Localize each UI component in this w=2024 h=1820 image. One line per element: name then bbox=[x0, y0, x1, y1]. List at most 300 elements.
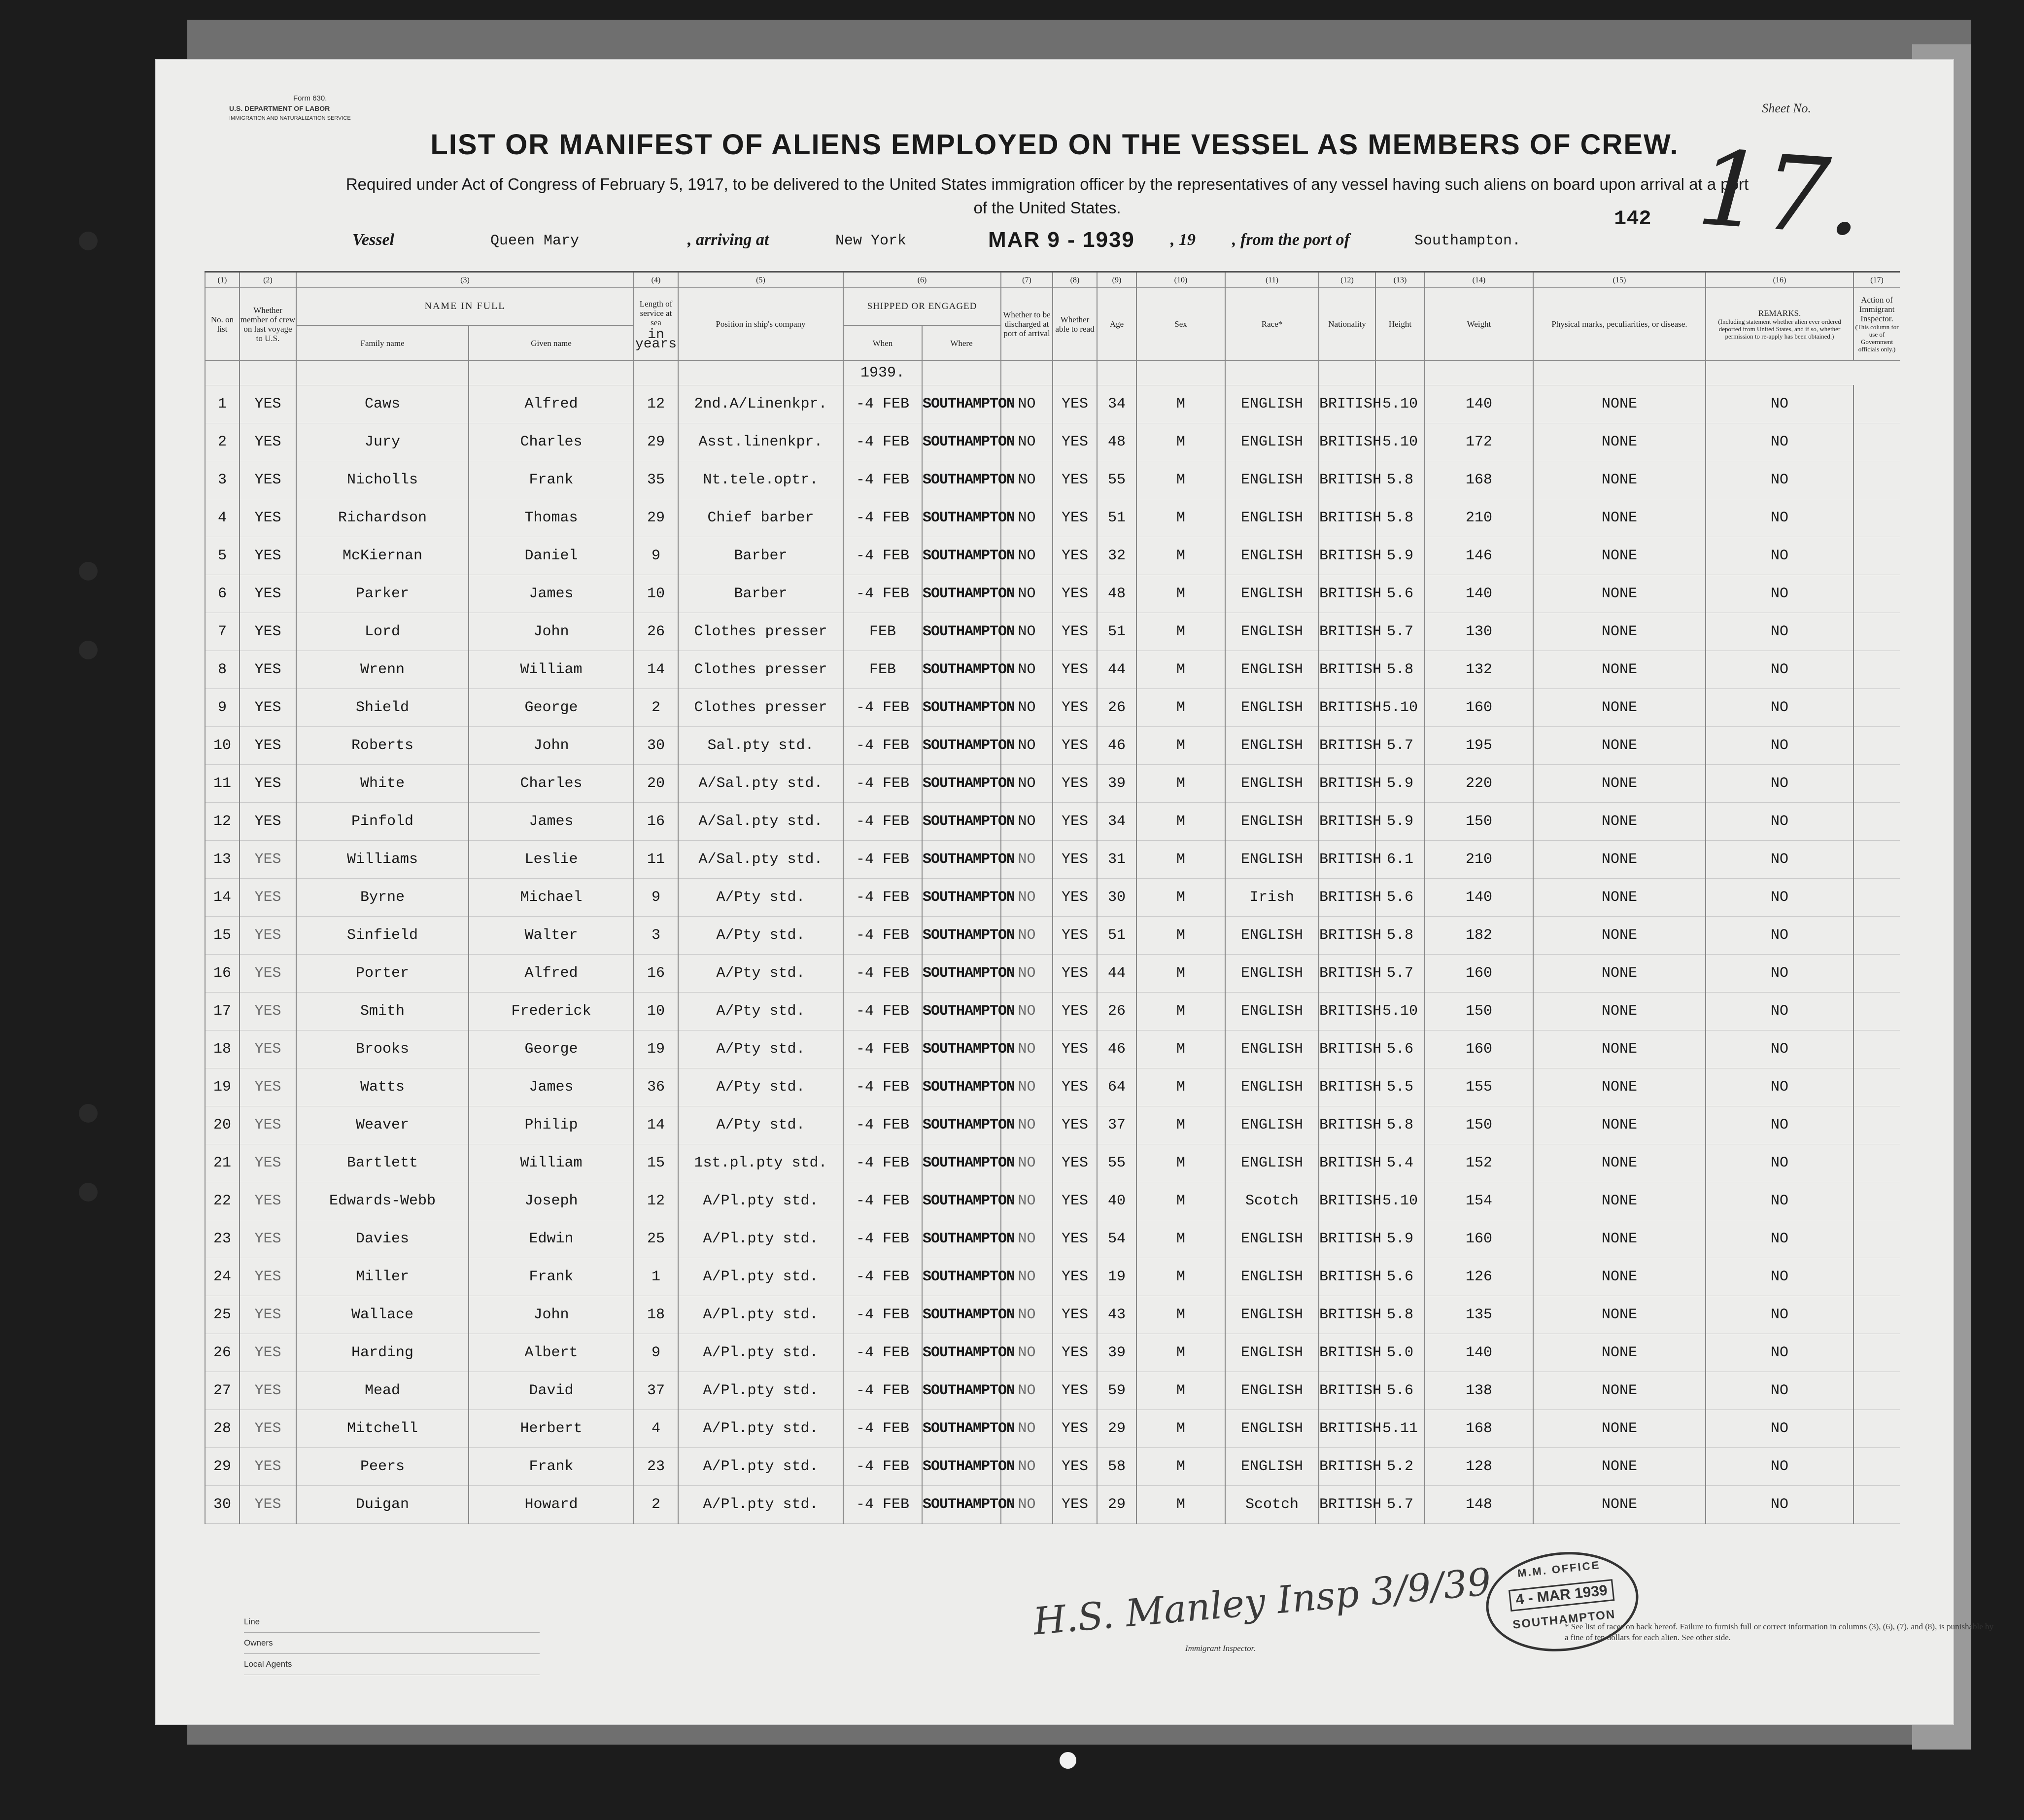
weight-cell: 140 bbox=[1425, 879, 1533, 917]
last-voyage-cell: YES bbox=[240, 917, 296, 955]
table-row bbox=[205, 1410, 1900, 1448]
age-cell: 39 bbox=[1097, 765, 1136, 803]
remarks-cell: NO bbox=[1706, 689, 1853, 727]
family-name-cell: Mitchell bbox=[296, 1410, 469, 1448]
row-number: 18 bbox=[205, 1030, 240, 1068]
row-number: 16 bbox=[205, 955, 240, 993]
can-read-cell: YES bbox=[1053, 765, 1097, 803]
physical-marks-cell: NONE bbox=[1533, 1106, 1706, 1144]
age-cell: 37 bbox=[1097, 1106, 1136, 1144]
arriving-label: , arriving at bbox=[687, 231, 769, 249]
last-voyage-cell: YES bbox=[240, 1030, 296, 1068]
header-family-name: Family name bbox=[296, 325, 469, 361]
service: IMMIGRATION AND NATURALIZATION SERVICE bbox=[229, 115, 351, 121]
height-cell: 5.9 bbox=[1375, 537, 1425, 575]
sex-cell: M bbox=[1136, 1030, 1225, 1068]
service-years-cell: 15 bbox=[634, 1144, 678, 1182]
remarks-cell: NO bbox=[1706, 1334, 1853, 1372]
position-cell: A/Sal.pty std. bbox=[678, 765, 843, 803]
shipped-where-cell: SOUTHAMPTON bbox=[922, 727, 1001, 765]
family-name-cell: Davies bbox=[296, 1220, 469, 1258]
remarks-cell: NO bbox=[1706, 575, 1853, 613]
action-cell bbox=[1853, 537, 1900, 575]
height-cell: 5.7 bbox=[1375, 1486, 1425, 1524]
physical-marks-cell: NONE bbox=[1533, 1448, 1706, 1486]
physical-marks-cell: NONE bbox=[1533, 1258, 1706, 1296]
physical-marks-cell: NONE bbox=[1533, 461, 1706, 499]
family-name-cell: Smith bbox=[296, 993, 469, 1030]
given-name-cell: Michael bbox=[469, 879, 634, 917]
row-number: 30 bbox=[205, 1486, 240, 1524]
shipped-where-cell: SOUTHAMPTON bbox=[922, 461, 1001, 499]
race-cell: ENGLISH bbox=[1225, 1258, 1319, 1296]
last-voyage-cell: YES bbox=[240, 1220, 296, 1258]
family-name-cell: Caws bbox=[296, 385, 469, 423]
discharged-cell: NO bbox=[1001, 993, 1053, 1030]
age-cell: 46 bbox=[1097, 727, 1136, 765]
action-cell bbox=[1853, 841, 1900, 879]
service-years-cell: 3 bbox=[634, 917, 678, 955]
remarks-cell: NO bbox=[1706, 613, 1853, 651]
table-row bbox=[205, 1106, 1900, 1144]
header-remarks-label: REMARKS. bbox=[1758, 308, 1801, 318]
form-identifier bbox=[229, 94, 351, 123]
service-years-cell: 26 bbox=[634, 613, 678, 651]
shipped-when-cell: -4 FEB bbox=[843, 537, 922, 575]
height-cell: 5.2 bbox=[1375, 1448, 1425, 1486]
header-name: NAME IN FULL bbox=[296, 288, 634, 326]
binder-hole bbox=[79, 562, 98, 581]
action-cell bbox=[1853, 1296, 1900, 1334]
discharged-cell: NO bbox=[1001, 575, 1053, 613]
remarks-cell: NO bbox=[1706, 1220, 1853, 1258]
family-name-cell: Harding bbox=[296, 1334, 469, 1372]
shipped-when-cell: -4 FEB bbox=[843, 423, 922, 461]
position-cell: A/Pl.pty std. bbox=[678, 1334, 843, 1372]
action-cell bbox=[1853, 423, 1900, 461]
physical-marks-cell: NONE bbox=[1533, 1296, 1706, 1334]
race-cell: ENGLISH bbox=[1225, 1448, 1319, 1486]
shipped-where-cell: SOUTHAMPTON bbox=[922, 1258, 1001, 1296]
sex-cell: M bbox=[1136, 1486, 1225, 1524]
race-cell: ENGLISH bbox=[1225, 1144, 1319, 1182]
weight-cell: 168 bbox=[1425, 461, 1533, 499]
last-voyage-cell: YES bbox=[240, 765, 296, 803]
last-voyage-cell: YES bbox=[240, 651, 296, 689]
age-cell: 44 bbox=[1097, 651, 1136, 689]
discharged-cell: NO bbox=[1001, 1372, 1053, 1410]
service-years-cell: 10 bbox=[634, 575, 678, 613]
nationality-cell: BRITISH bbox=[1319, 651, 1375, 689]
physical-marks-cell: NONE bbox=[1533, 917, 1706, 955]
position-cell: Asst.linenkpr. bbox=[678, 423, 843, 461]
page-title: LIST OR MANIFEST OF ALIENS EMPLOYED ON THE VESSEL AS MEMBERS OF CREW. bbox=[430, 129, 1679, 161]
row-number: 25 bbox=[205, 1296, 240, 1334]
header-given-name: Given name bbox=[469, 325, 634, 361]
discharged-cell: NO bbox=[1001, 841, 1053, 879]
given-name-cell: John bbox=[469, 1296, 634, 1334]
given-name-cell: William bbox=[469, 651, 634, 689]
race-cell: ENGLISH bbox=[1225, 1410, 1319, 1448]
last-voyage-cell: YES bbox=[240, 613, 296, 651]
row-number: 11 bbox=[205, 765, 240, 803]
remarks-cell: NO bbox=[1706, 1486, 1853, 1524]
header-service bbox=[634, 288, 678, 361]
race-cell: ENGLISH bbox=[1225, 1220, 1319, 1258]
given-name-cell: David bbox=[469, 1372, 634, 1410]
age-cell: 31 bbox=[1097, 841, 1136, 879]
age-cell: 59 bbox=[1097, 1372, 1136, 1410]
row-number: 4 bbox=[205, 499, 240, 537]
physical-marks-cell: NONE bbox=[1533, 879, 1706, 917]
shipped-where-cell: SOUTHAMPTON bbox=[922, 1144, 1001, 1182]
shipped-where-cell: SOUTHAMPTON bbox=[922, 1106, 1001, 1144]
action-cell bbox=[1853, 803, 1900, 841]
service-years-cell: 1 bbox=[634, 1258, 678, 1296]
age-cell: 51 bbox=[1097, 499, 1136, 537]
can-read-cell: YES bbox=[1053, 803, 1097, 841]
action-cell bbox=[1853, 499, 1900, 537]
family-name-cell: Roberts bbox=[296, 727, 469, 765]
discharged-cell: NO bbox=[1001, 423, 1053, 461]
family-name-cell: Peers bbox=[296, 1448, 469, 1486]
weight-cell: 210 bbox=[1425, 841, 1533, 879]
can-read-cell: YES bbox=[1053, 575, 1097, 613]
can-read-cell: YES bbox=[1053, 499, 1097, 537]
column-number: (7) bbox=[1001, 272, 1053, 288]
nationality-cell: BRITISH bbox=[1319, 803, 1375, 841]
table-row bbox=[205, 765, 1900, 803]
position-cell: Nt.tele.optr. bbox=[678, 461, 843, 499]
column-number: (13) bbox=[1375, 272, 1425, 288]
action-cell bbox=[1853, 955, 1900, 993]
nationality-cell: BRITISH bbox=[1319, 1030, 1375, 1068]
nationality-cell: BRITISH bbox=[1319, 1486, 1375, 1524]
shipped-when-cell: FEB bbox=[843, 613, 922, 651]
weight-cell: 160 bbox=[1425, 1030, 1533, 1068]
table-row bbox=[205, 1372, 1900, 1410]
position-cell: Clothes presser bbox=[678, 613, 843, 651]
column-number-row bbox=[205, 272, 1900, 288]
can-read-cell: YES bbox=[1053, 1182, 1097, 1220]
position-cell: A/Sal.pty std. bbox=[678, 803, 843, 841]
can-read-cell: YES bbox=[1053, 955, 1097, 993]
shipped-where-cell: SOUTHAMPTON bbox=[922, 1030, 1001, 1068]
height-cell: 5.10 bbox=[1375, 385, 1425, 423]
age-cell: 34 bbox=[1097, 803, 1136, 841]
service-years-cell: 2 bbox=[634, 1486, 678, 1524]
row-number: 9 bbox=[205, 689, 240, 727]
shipped-where-cell: SOUTHAMPTON bbox=[922, 1220, 1001, 1258]
weight-cell: 154 bbox=[1425, 1182, 1533, 1220]
height-cell: 5.10 bbox=[1375, 423, 1425, 461]
discharged-cell: NO bbox=[1001, 1182, 1053, 1220]
table-row bbox=[205, 1296, 1900, 1334]
position-cell: A/Pl.pty std. bbox=[678, 1220, 843, 1258]
height-cell: 5.10 bbox=[1375, 1182, 1425, 1220]
shipped-when-cell: -4 FEB bbox=[843, 993, 922, 1030]
age-cell: 55 bbox=[1097, 1144, 1136, 1182]
last-voyage-cell: YES bbox=[240, 1068, 296, 1106]
discharged-cell: NO bbox=[1001, 385, 1053, 423]
given-name-cell: Frederick bbox=[469, 993, 634, 1030]
weight-cell: 152 bbox=[1425, 1144, 1533, 1182]
last-voyage-cell: YES bbox=[240, 993, 296, 1030]
table-row bbox=[205, 651, 1900, 689]
row-number: 24 bbox=[205, 1258, 240, 1296]
shipped-when-cell: -4 FEB bbox=[843, 1258, 922, 1296]
shipped-when-cell: -4 FEB bbox=[843, 765, 922, 803]
nationality-cell: BRITISH bbox=[1319, 1144, 1375, 1182]
nationality-cell: BRITISH bbox=[1319, 537, 1375, 575]
given-name-cell: William bbox=[469, 1144, 634, 1182]
discharged-cell: NO bbox=[1001, 1258, 1053, 1296]
nationality-cell: BRITISH bbox=[1319, 613, 1375, 651]
last-voyage-cell: YES bbox=[240, 385, 296, 423]
shipped-where-cell: SOUTHAMPTON bbox=[922, 917, 1001, 955]
family-name-cell: Edwards-Webb bbox=[296, 1182, 469, 1220]
service-years-cell: 14 bbox=[634, 1106, 678, 1144]
physical-marks-cell: NONE bbox=[1533, 1030, 1706, 1068]
physical-marks-cell: NONE bbox=[1533, 1410, 1706, 1448]
position-cell: A/Pty std. bbox=[678, 1030, 843, 1068]
year-row bbox=[205, 361, 1900, 385]
column-number: (17) bbox=[1853, 272, 1900, 288]
row-number: 23 bbox=[205, 1220, 240, 1258]
service-years-cell: 2 bbox=[634, 689, 678, 727]
family-name-cell: Wrenn bbox=[296, 651, 469, 689]
weight-cell: 126 bbox=[1425, 1258, 1533, 1296]
row-number: 19 bbox=[205, 1068, 240, 1106]
race-cell: Scotch bbox=[1225, 1182, 1319, 1220]
sex-cell: M bbox=[1136, 423, 1225, 461]
family-name-cell: White bbox=[296, 765, 469, 803]
sex-cell: M bbox=[1136, 1258, 1225, 1296]
last-voyage-cell: YES bbox=[240, 803, 296, 841]
service-years-cell: 19 bbox=[634, 1030, 678, 1068]
sex-cell: M bbox=[1136, 1144, 1225, 1182]
weight-cell: 168 bbox=[1425, 1410, 1533, 1448]
service-years-cell: 16 bbox=[634, 803, 678, 841]
position-cell: A/Pl.pty std. bbox=[678, 1258, 843, 1296]
nationality-cell: BRITISH bbox=[1319, 1296, 1375, 1334]
sex-cell: M bbox=[1136, 651, 1225, 689]
physical-marks-cell: NONE bbox=[1533, 955, 1706, 993]
family-name-cell: Porter bbox=[296, 955, 469, 993]
table-row bbox=[205, 385, 1900, 423]
given-name-cell: Thomas bbox=[469, 499, 634, 537]
shipped-where-cell: SOUTHAMPTON bbox=[922, 955, 1001, 993]
discharged-cell: NO bbox=[1001, 803, 1053, 841]
binder-hole bbox=[79, 641, 98, 659]
can-read-cell: YES bbox=[1053, 1334, 1097, 1372]
height-cell: 6.1 bbox=[1375, 841, 1425, 879]
discharged-cell: NO bbox=[1001, 1030, 1053, 1068]
sex-cell: M bbox=[1136, 1106, 1225, 1144]
header-row bbox=[205, 288, 1900, 326]
table-row bbox=[205, 1486, 1900, 1524]
header-height: Height bbox=[1375, 288, 1425, 361]
height-cell: 5.9 bbox=[1375, 1220, 1425, 1258]
header-action bbox=[1853, 288, 1900, 361]
given-name-cell: Joseph bbox=[469, 1182, 634, 1220]
service-years-cell: 37 bbox=[634, 1372, 678, 1410]
can-read-cell: YES bbox=[1053, 879, 1097, 917]
shipped-where-cell: SOUTHAMPTON bbox=[922, 423, 1001, 461]
age-cell: 43 bbox=[1097, 1296, 1136, 1334]
header-remarks bbox=[1706, 288, 1853, 361]
age-cell: 46 bbox=[1097, 1030, 1136, 1068]
department: U.S. DEPARTMENT OF LABOR bbox=[229, 104, 330, 112]
sex-cell: M bbox=[1136, 1372, 1225, 1410]
column-number: (1) bbox=[205, 272, 240, 288]
race-cell: ENGLISH bbox=[1225, 537, 1319, 575]
row-number: 8 bbox=[205, 651, 240, 689]
service-years-cell: 12 bbox=[634, 385, 678, 423]
position-cell: Sal.pty std. bbox=[678, 727, 843, 765]
sex-cell: M bbox=[1136, 1448, 1225, 1486]
weight-cell: 160 bbox=[1425, 955, 1533, 993]
action-cell bbox=[1853, 993, 1900, 1030]
age-cell: 30 bbox=[1097, 879, 1136, 917]
remarks-cell: NO bbox=[1706, 1182, 1853, 1220]
age-cell: 51 bbox=[1097, 917, 1136, 955]
action-cell bbox=[1853, 1258, 1900, 1296]
shipped-where-cell: SOUTHAMPTON bbox=[922, 1410, 1001, 1448]
physical-marks-cell: NONE bbox=[1533, 1334, 1706, 1372]
owners-label: Owners bbox=[244, 1633, 540, 1654]
table-row bbox=[205, 575, 1900, 613]
remarks-cell: NO bbox=[1706, 1144, 1853, 1182]
shipped-when-cell: -4 FEB bbox=[843, 1144, 922, 1182]
remarks-cell: NO bbox=[1706, 1258, 1853, 1296]
table-row bbox=[205, 613, 1900, 651]
remarks-cell: NO bbox=[1706, 1106, 1853, 1144]
shipped-where-cell: SOUTHAMPTON bbox=[922, 1182, 1001, 1220]
age-cell: 55 bbox=[1097, 461, 1136, 499]
remarks-cell: NO bbox=[1706, 537, 1853, 575]
service-years-cell: 12 bbox=[634, 1182, 678, 1220]
service-years-cell: 23 bbox=[634, 1448, 678, 1486]
remarks-cell: NO bbox=[1706, 1410, 1853, 1448]
service-years-cell: 4 bbox=[634, 1410, 678, 1448]
family-name-cell: Bartlett bbox=[296, 1144, 469, 1182]
given-name-cell: Daniel bbox=[469, 537, 634, 575]
action-cell bbox=[1853, 727, 1900, 765]
position-cell: Barber bbox=[678, 575, 843, 613]
given-name-cell: Charles bbox=[469, 765, 634, 803]
given-name-cell: Herbert bbox=[469, 1410, 634, 1448]
nationality-cell: BRITISH bbox=[1319, 1334, 1375, 1372]
given-name-cell: James bbox=[469, 575, 634, 613]
weight-cell: 172 bbox=[1425, 423, 1533, 461]
column-number: (14) bbox=[1425, 272, 1533, 288]
table-row bbox=[205, 1144, 1900, 1182]
weight-cell: 220 bbox=[1425, 765, 1533, 803]
given-name-cell: Frank bbox=[469, 461, 634, 499]
position-cell: A/Sal.pty std. bbox=[678, 841, 843, 879]
column-number: (2) bbox=[240, 272, 296, 288]
page-subtitle: Required under Act of Congress of February 5, 1917, to be delivered to the United States immigration officer by the representatives of any vessel having such aliens on board upon arrival at a port of the United States. bbox=[345, 175, 1749, 217]
action-cell bbox=[1853, 1068, 1900, 1106]
action-cell bbox=[1853, 1410, 1900, 1448]
footnote: * See list of races on back hereof. Failure to furnish full or correct information in columns (3), (6), (7), and (8), is punishable by a fine of ten dollars for each alien. See other side. bbox=[1565, 1622, 1994, 1642]
weight-cell: 148 bbox=[1425, 1486, 1533, 1524]
column-number: (11) bbox=[1225, 272, 1319, 288]
position-cell: A/Pl.pty std. bbox=[678, 1372, 843, 1410]
nationality-cell: BRITISH bbox=[1319, 1448, 1375, 1486]
action-cell bbox=[1853, 575, 1900, 613]
position-cell: A/Pty std. bbox=[678, 1106, 843, 1144]
family-name-cell: Nicholls bbox=[296, 461, 469, 499]
service-years-cell: 30 bbox=[634, 727, 678, 765]
given-name-cell: Alfred bbox=[469, 385, 634, 423]
remarks-cell: NO bbox=[1706, 1030, 1853, 1068]
family-name-cell: Richardson bbox=[296, 499, 469, 537]
shipped-when-cell: -4 FEB bbox=[843, 1030, 922, 1068]
height-cell: 5.9 bbox=[1375, 765, 1425, 803]
sex-cell: M bbox=[1136, 1334, 1225, 1372]
age-cell: 48 bbox=[1097, 423, 1136, 461]
height-cell: 5.7 bbox=[1375, 727, 1425, 765]
table-row bbox=[205, 423, 1900, 461]
weight-cell: 128 bbox=[1425, 1448, 1533, 1486]
service-years-cell: 10 bbox=[634, 993, 678, 1030]
height-cell: 5.8 bbox=[1375, 1296, 1425, 1334]
race-cell: ENGLISH bbox=[1225, 765, 1319, 803]
discharged-cell: NO bbox=[1001, 1410, 1053, 1448]
weight-cell: 130 bbox=[1425, 613, 1533, 651]
table-row bbox=[205, 1334, 1900, 1372]
can-read-cell: YES bbox=[1053, 1030, 1097, 1068]
service-years-cell: 11 bbox=[634, 841, 678, 879]
sex-cell: M bbox=[1136, 803, 1225, 841]
shipped-where-cell: SOUTHAMPTON bbox=[922, 575, 1001, 613]
age-cell: 32 bbox=[1097, 537, 1136, 575]
physical-marks-cell: NONE bbox=[1533, 727, 1706, 765]
age-cell: 40 bbox=[1097, 1182, 1136, 1220]
race-cell: ENGLISH bbox=[1225, 727, 1319, 765]
given-name-cell: Philip bbox=[469, 1106, 634, 1144]
height-cell: 5.6 bbox=[1375, 1258, 1425, 1296]
action-cell bbox=[1853, 461, 1900, 499]
physical-marks-cell: NONE bbox=[1533, 613, 1706, 651]
table-row bbox=[205, 1448, 1900, 1486]
column-number: (5) bbox=[678, 272, 843, 288]
sex-cell: M bbox=[1136, 1410, 1225, 1448]
arrival-port: New York bbox=[835, 233, 907, 249]
sex-cell: M bbox=[1136, 613, 1225, 651]
header-read: Whether able to read bbox=[1053, 288, 1097, 361]
remarks-cell: NO bbox=[1706, 499, 1853, 537]
given-name-cell: George bbox=[469, 689, 634, 727]
weight-cell: 140 bbox=[1425, 385, 1533, 423]
physical-marks-cell: NONE bbox=[1533, 993, 1706, 1030]
form-number: Form 630. bbox=[293, 94, 327, 103]
header-race: Race* bbox=[1225, 288, 1319, 361]
shipped-where-cell: SOUTHAMPTON bbox=[922, 385, 1001, 423]
nationality-cell: BRITISH bbox=[1319, 575, 1375, 613]
column-number: (12) bbox=[1319, 272, 1375, 288]
crew-manifest-table bbox=[205, 271, 1900, 1524]
height-cell: 5.6 bbox=[1375, 1030, 1425, 1068]
race-cell: ENGLISH bbox=[1225, 613, 1319, 651]
action-cell bbox=[1853, 1486, 1900, 1524]
can-read-cell: YES bbox=[1053, 1372, 1097, 1410]
header-in-years: in years bbox=[635, 327, 677, 352]
discharged-cell: NO bbox=[1001, 1296, 1053, 1334]
can-read-cell: YES bbox=[1053, 1410, 1097, 1448]
